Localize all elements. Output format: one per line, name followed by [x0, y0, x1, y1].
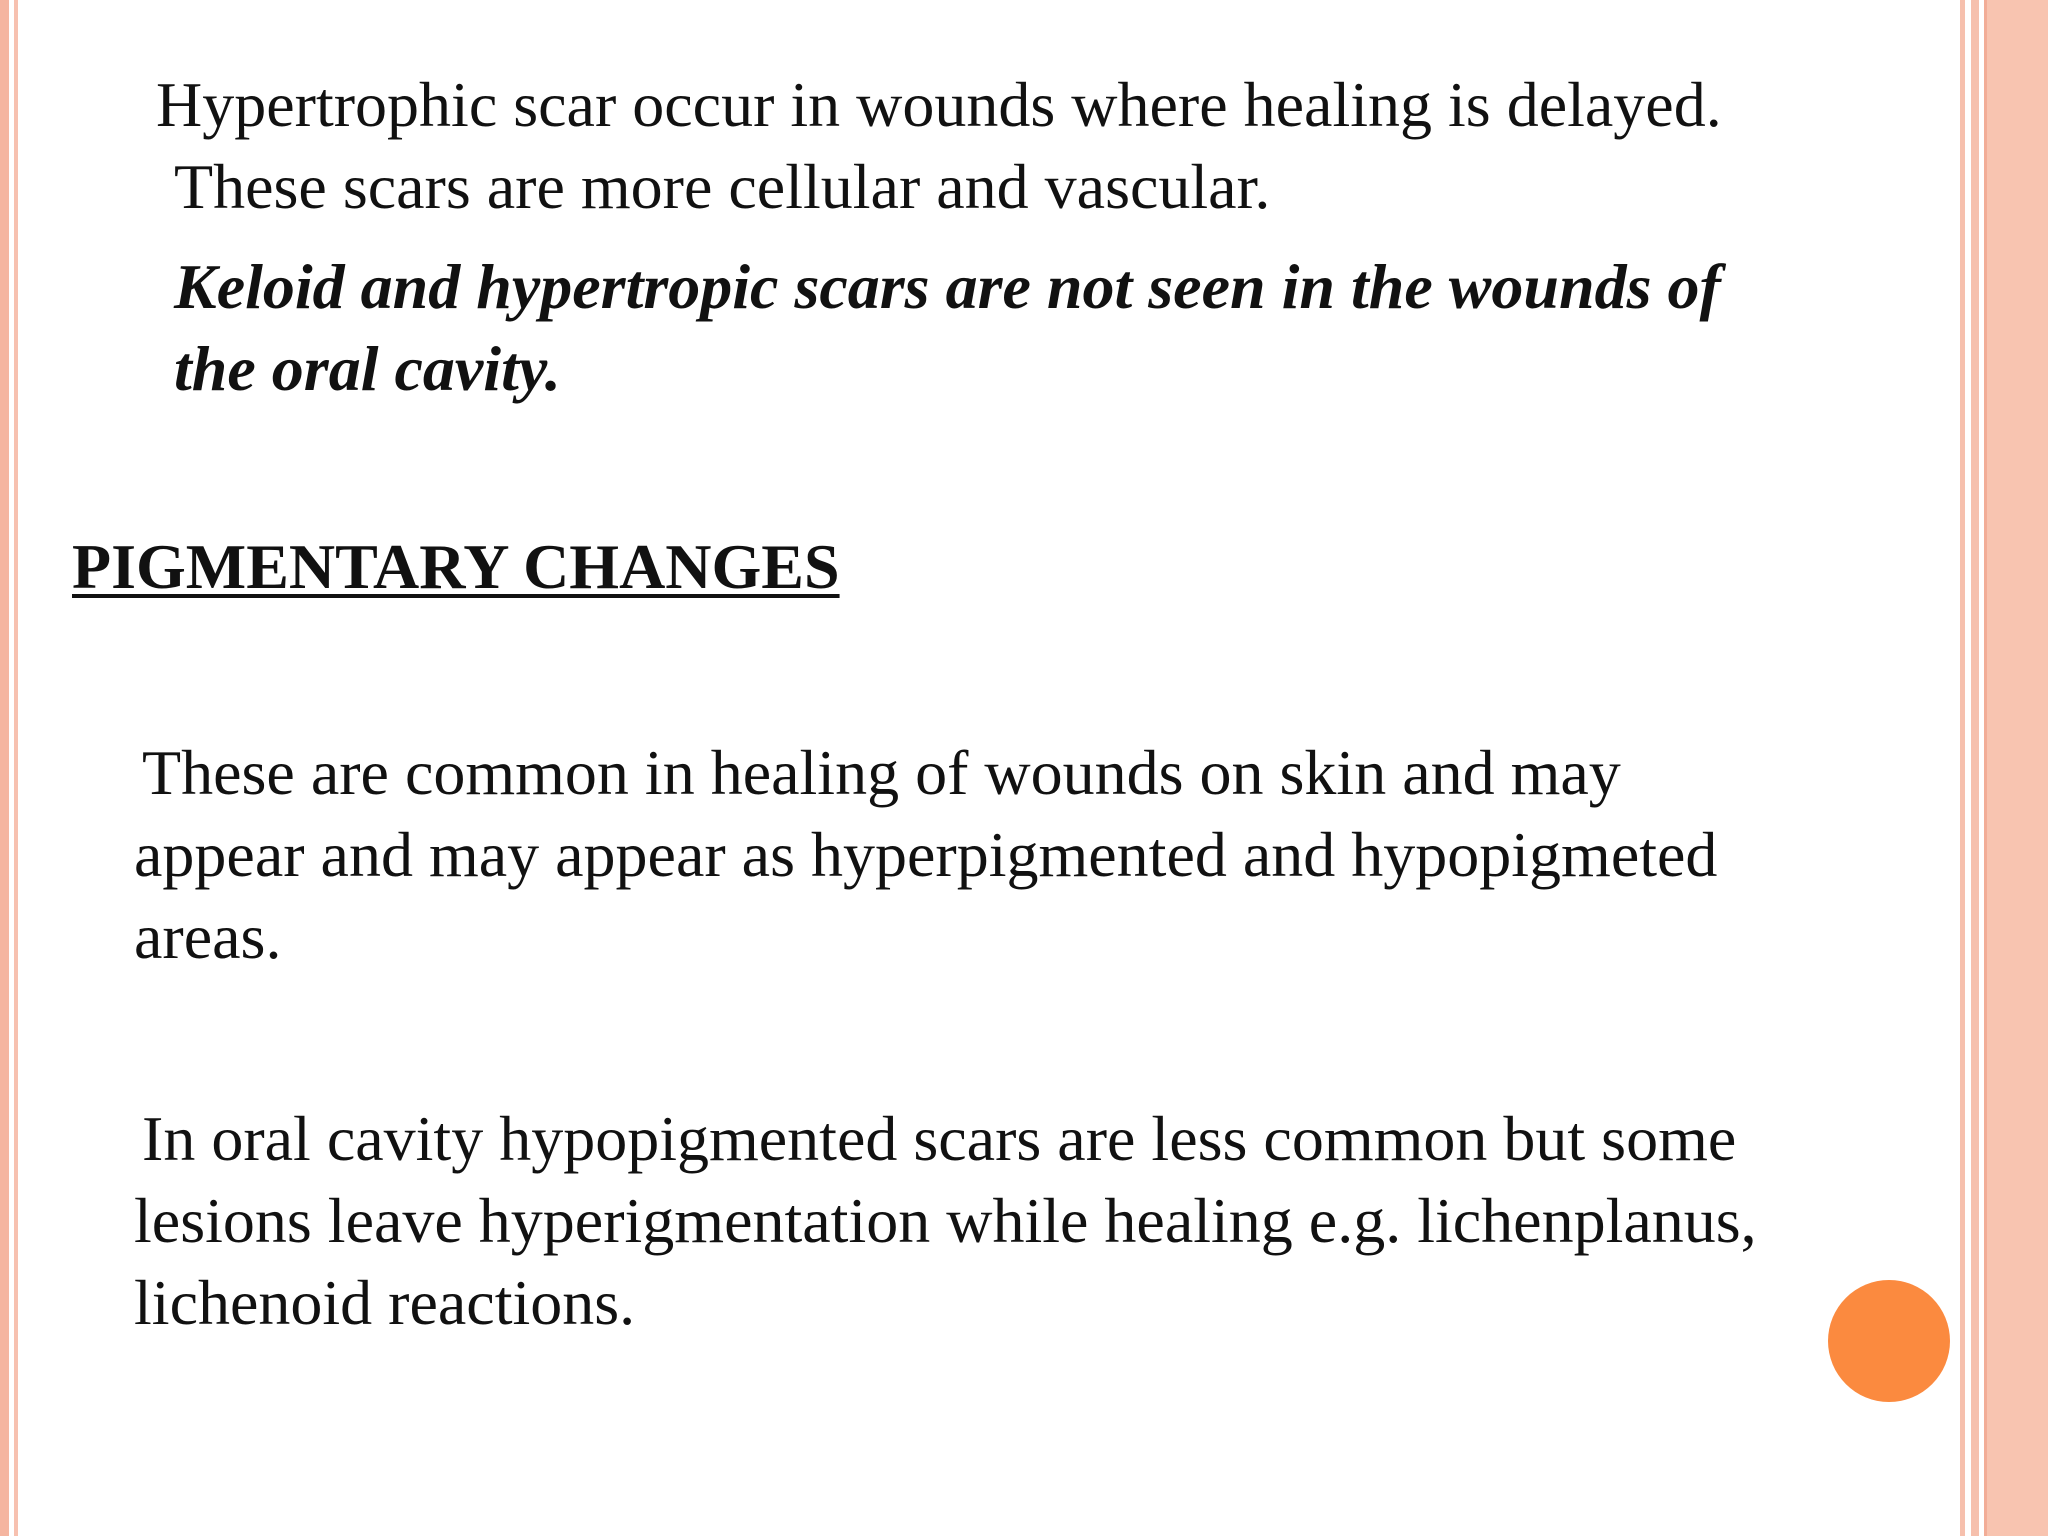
paragraph-line: areas. — [134, 901, 282, 972]
decorative-orange-circle — [1828, 1280, 1950, 1402]
paragraph-line: In oral cavity hypopigmented scars are less common but some — [142, 1103, 1737, 1174]
paragraph-line: These are common in healing of wounds on skin and may — [142, 737, 1621, 808]
paragraph-line: lesions leave hyperigmentation while healing e.g. lichenplanus, — [134, 1185, 1757, 1256]
paragraph-line: the oral cavity. — [174, 333, 561, 404]
paragraph-line: lichenoid reactions. — [134, 1267, 636, 1338]
section-heading: PIGMENTARY CHANGES — [72, 531, 840, 602]
paragraph-line: These scars are more cellular and vascular. — [174, 151, 1271, 222]
right-border-line-outer — [1971, 0, 1979, 1536]
paragraph-keloid-note — [174, 246, 1721, 410]
paragraph-line: appear and may appear as hyperpigmented and hypopigmeted — [134, 819, 1718, 890]
right-border-line-inner — [1960, 0, 1965, 1536]
paragraph-hypertrophic-scar — [156, 64, 1722, 228]
paragraph-line: Hypertrophic scar occur in wounds where healing is delayed. — [156, 69, 1722, 140]
left-border-line — [14, 0, 18, 1536]
paragraph-pigmentary-skin — [134, 732, 1717, 978]
paragraph-pigmentary-oral — [134, 1098, 1757, 1344]
right-border-band-edge — [1984, 0, 1987, 1536]
left-border-bar — [0, 0, 9, 1536]
right-border-band — [1984, 0, 2048, 1536]
paragraph-line: Keloid and hypertropic scars are not seen in the wounds of — [174, 251, 1721, 322]
